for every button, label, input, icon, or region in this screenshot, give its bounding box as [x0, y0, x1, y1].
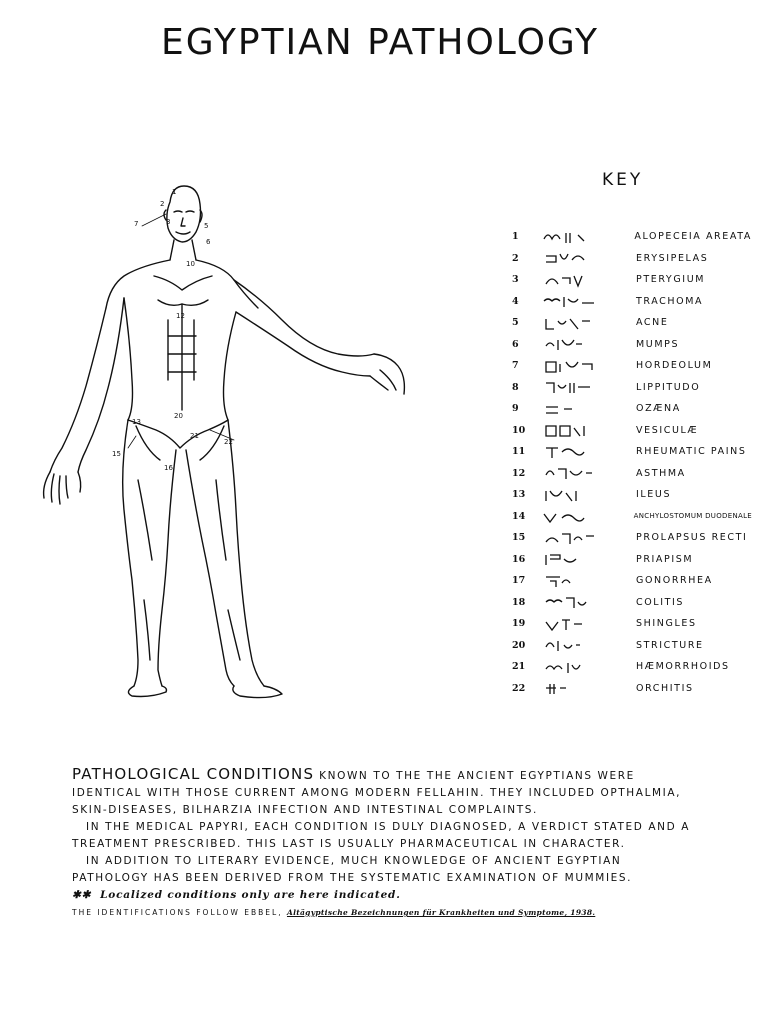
key-item [512, 570, 752, 592]
human-body-illustration [20, 180, 420, 710]
key-item [512, 355, 752, 377]
key-item [512, 398, 752, 420]
lead-heading: PATHOLOGICAL CONDITIONS [72, 765, 315, 783]
key-item-number: 3 [512, 274, 519, 286]
figure-label-3: 3 [166, 218, 171, 226]
figure-label-5: 5 [204, 222, 209, 230]
key-item [512, 334, 752, 356]
paragraph-2: IN THE MEDICAL PAPYRI, EACH CONDITION IS DULY DIAGNOSED, A VERDICT STATED AND A TREATMENT PRESCRIBED. THIS LAST IS USUALLY PHARMACEUTICAL IN CHARACTER. [72, 821, 690, 850]
figure-label-7: 7 [134, 220, 139, 228]
figure-label-16: 16 [164, 464, 173, 472]
figure-label-21: 21 [190, 432, 199, 440]
key-item-number: 2 [512, 252, 519, 264]
hieroglyph-icon [542, 680, 636, 696]
key-item [512, 635, 752, 657]
key-item [512, 248, 752, 270]
key-item-number: 11 [512, 446, 526, 458]
key-item-number: 12 [512, 467, 526, 479]
key-heading: KEY [602, 170, 644, 190]
key-item [512, 506, 752, 528]
key-item-number: 4 [512, 295, 519, 307]
key-item-number: 8 [512, 381, 519, 393]
asterisk-marks: ✱✱ [72, 889, 92, 901]
key-item-number: 6 [512, 338, 519, 350]
key-item-number: 10 [512, 424, 526, 436]
key-item-number: 19 [512, 618, 526, 630]
key-item-name: LIPPITUDO [636, 381, 701, 393]
key-item [512, 678, 752, 700]
key-item-number: 9 [512, 403, 519, 415]
hieroglyph-icon [542, 637, 636, 653]
figure-label-10: 10 [186, 260, 195, 268]
figure-label-2: 2 [160, 200, 165, 208]
key-item-number: 21 [512, 661, 526, 673]
hieroglyph-icon [542, 487, 636, 503]
key-item-name: VESICULÆ [636, 424, 699, 436]
hieroglyph-icon [542, 616, 636, 632]
hieroglyph-icon [542, 272, 636, 288]
hieroglyph-icon [542, 659, 636, 675]
key-item [512, 463, 752, 485]
key-item-name: HÆMORRHOIDS [636, 661, 730, 673]
hieroglyph-icon [542, 465, 636, 481]
key-item [512, 291, 752, 313]
figure-label-15: 15 [112, 450, 121, 458]
key-item [512, 527, 752, 549]
hieroglyph-icon [542, 551, 636, 567]
hieroglyph-icon [542, 293, 636, 309]
hieroglyph-icon [542, 401, 636, 417]
localized-note [72, 887, 692, 904]
paragraph-3: IN ADDITION TO LITERARY EVIDENCE, MUCH KNOWLEDGE OF ANCIENT EGYPTIAN PATHOLOGY HAS BEEN DERIVED FROM THE SYSTEMATIC EXAMINATION OF MUMMIES. [72, 855, 633, 884]
key-item-name: STRICTURE [636, 639, 704, 651]
hieroglyph-icon [542, 594, 636, 610]
key-item-number: 1 [512, 231, 519, 243]
key-item-number: 18 [512, 596, 526, 608]
hieroglyph-icon [540, 229, 634, 245]
figure-label-6: 6 [206, 238, 211, 246]
hieroglyph-icon [540, 508, 634, 524]
key-item-number: 13 [512, 489, 526, 501]
key-item-name: ALOPECEIA AREATA [634, 231, 752, 243]
key-item-name: PTERYGIUM [636, 274, 706, 286]
paragraph-1 [72, 766, 692, 819]
key-item-number: 7 [512, 360, 519, 372]
key-list [512, 226, 752, 699]
key-item [512, 312, 752, 334]
paragraph-1-text: KNOWN TO THE THE ANCIENT EGYPTIANS WERE IDENTICAL WITH THOSE CURRENT AMONG MODERN FELLAHIN. THEY INCLUDED OPTHALMIA, SKIN-DISEASES, BILHARZIA INFECTION AND INTESTINAL COMPLAINTS. [72, 770, 682, 816]
hieroglyph-icon [542, 358, 636, 374]
key-item-number: 15 [512, 532, 526, 544]
anatomical-figure [20, 180, 420, 710]
key-item [512, 656, 752, 678]
source-citation [72, 904, 692, 921]
key-item [512, 420, 752, 442]
key-item-name: ERYSIPELAS [636, 252, 709, 264]
key-item-number: 22 [512, 682, 526, 694]
key-item-name: ASTHMA [636, 467, 686, 479]
key-item-name: SHINGLES [636, 618, 697, 630]
key-item-name: ILEUS [636, 489, 672, 501]
key-item [512, 592, 752, 614]
hieroglyph-icon [542, 336, 636, 352]
key-item-number: 16 [512, 553, 526, 565]
key-item [512, 226, 752, 248]
source-reference: Altägyptische Bezeichnungen für Krankheiten und Symptome, 1938. [286, 908, 596, 917]
key-item-name: RHEUMATIC PAINS [636, 446, 747, 458]
localized-note-text: Localized conditions only are here indicated. [100, 889, 401, 901]
hieroglyph-icon [542, 573, 636, 589]
key-item-number: 17 [512, 575, 526, 587]
key-item [512, 613, 752, 635]
key-item-name: GONORRHEA [636, 575, 713, 587]
hieroglyph-icon [542, 315, 636, 331]
key-item [512, 377, 752, 399]
key-item-number: 14 [512, 510, 526, 522]
source-prefix: THE IDENTIFICATIONS FOLLOW EBBEL, [72, 908, 283, 917]
figure-label-22: 22 [224, 438, 233, 446]
key-item-name: OZÆNA [636, 403, 681, 415]
description-text [72, 766, 692, 921]
key-item-name: PROLAPSUS RECTI [636, 532, 748, 544]
key-item-name: MUMPS [636, 338, 680, 350]
key-item [512, 441, 752, 463]
figure-label-12: 12 [176, 312, 185, 320]
hieroglyph-icon [542, 379, 636, 395]
figure-label-20: 20 [174, 412, 183, 420]
hieroglyph-icon [542, 422, 636, 438]
key-item-number: 5 [512, 317, 519, 329]
key-item [512, 484, 752, 506]
page-title: EGYPTIAN PATHOLOGY [161, 22, 599, 63]
key-item-name: TRACHOMA [636, 295, 704, 307]
figure-label-13: 13 [132, 418, 141, 426]
key-item-name: HORDEOLUM [636, 360, 713, 372]
hieroglyph-icon [542, 530, 636, 546]
hieroglyph-icon [542, 444, 636, 460]
key-item-name: COLITIS [636, 596, 685, 608]
key-item-name: ACNE [636, 317, 669, 329]
key-item-number: 20 [512, 639, 526, 651]
key-item [512, 269, 752, 291]
figure-label-1: 1 [172, 188, 177, 196]
key-item [512, 549, 752, 571]
key-item-name: ORCHITIS [636, 682, 694, 694]
key-item-name: PRIAPISM [636, 553, 694, 565]
hieroglyph-icon [542, 250, 636, 266]
key-item-name: ANCHYLOSTOMUM DUODENALE [633, 512, 752, 521]
